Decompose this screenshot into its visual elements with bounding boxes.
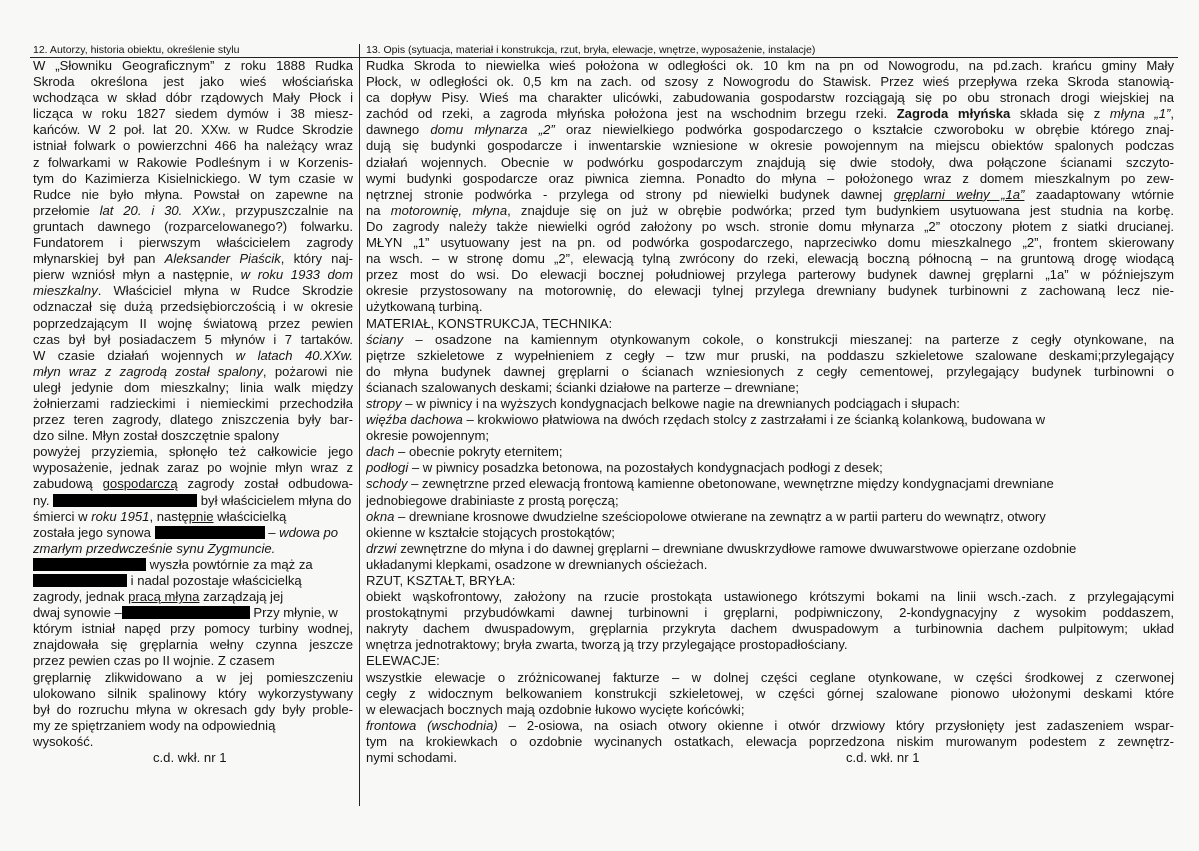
text-fragment: – obecnie pokryty eternitem; <box>394 444 563 460</box>
text-line: Płock, w odległości ok. 0,5 km na zach. od szosy z Nowogrodu do Stawisk. Przez wieś przepływa rzeka Skroda stanowią- <box>366 74 1174 90</box>
text-fragment: dawnego <box>366 122 431 138</box>
text-line <box>366 332 1174 348</box>
text-line: z folwarkami w Rakowie Podleśnym i w Korzenis- <box>33 154 353 170</box>
text-fragment: motorownię, młyna <box>390 202 508 218</box>
text-line <box>366 122 1174 138</box>
text-line: przez teren zagrody, dlatego zniszczenia były bar- <box>33 412 353 428</box>
text-fragment: – drewniane krosnowe dwudzielne sześciopolowe otwierane na zewnątrz a w partii parteru do wewnątrz, otwory <box>394 508 1046 524</box>
text-fragment: roku 1951 <box>91 508 150 524</box>
text-line <box>33 476 353 492</box>
text-fragment: domu młynarza „2” <box>430 122 555 138</box>
text-fragment: – 2-osiowa, na osiach otwory okienne i otwór drzwiowy który przysłonięty jest zadaszeniem wspar- <box>497 717 1174 733</box>
text-line <box>366 509 1174 525</box>
text-fragment: ny. <box>33 492 50 508</box>
text-line: W „Słowniku Geograficznym” z roku 1888 Rudka <box>33 58 353 73</box>
section-heading: ELEWACJE: <box>366 653 440 669</box>
text-fragment: zewnętrzne do młyna i do dawnej gręplarni – drewniane dwuskrzydłowe ramowe dwuwarstwowe opierzane ozdobnie <box>396 540 1077 556</box>
text-fragment: , nastę <box>149 508 189 524</box>
text-line: jednobiegowe drabiniaste z prostą poręczą; <box>366 492 619 508</box>
redaction-bar <box>155 526 265 539</box>
section-heading: MATERIAŁ, KONSTRUKCJA, TECHNIKA: <box>366 315 613 331</box>
text-fragment: w latach 40.XXw. <box>235 347 353 363</box>
term-label: schody <box>366 476 408 492</box>
text-line: Do zagrody należy także niewielki ogród założony po wsch. stronie domu młynarza „2” otoczony płotem z siatki drucianej. <box>366 218 1174 234</box>
text-line: poprzedzającym II wojnę światową przez pewien <box>33 315 353 331</box>
redaction-bar <box>33 558 146 571</box>
text-fragment: , pożarowi nie <box>262 363 353 379</box>
text-line: wymi budynki gospodarcze oraz piwnica ziemna. Ponadto do młyna – położonego wraz z domem mieszkalnym po zew- <box>366 170 1174 186</box>
text-line <box>366 718 1174 734</box>
history-column <box>33 58 353 766</box>
text-fragment: – w piwnicy i na wyższych kondygnacjach belkowe nagie na drewnianych podciągach i słupach: <box>401 395 960 411</box>
text-fragment: lat 20. i 30. XXw. <box>99 202 222 218</box>
text-fragment: . Właściciel młyna w Rudce Skrodzie <box>97 283 353 299</box>
text-line: gręplarnię zlikwidowano a w jej pomieszczeniu <box>33 669 353 685</box>
text-fragment: młyna <box>160 589 200 605</box>
section-13-header: 13. Opis (sytuacja, materiał i konstrukcja, rzut, bryła, elewacje, wnętrze, wyposażenie, instalacje) <box>366 44 816 56</box>
redaction-bar <box>53 494 197 507</box>
text-line <box>33 557 353 573</box>
term-label: frontowa (wschodnia) <box>366 717 498 733</box>
text-fragment: pracą <box>128 589 161 605</box>
redaction-bar <box>122 606 250 619</box>
continuation-note: c.d. wkł. nr 1 <box>153 750 227 766</box>
text-line: wysokość. <box>33 733 94 749</box>
text-line: ca dopływ Pisy. Wieś ma charakter ulicówki, zabudowania gospodarstw rozciągają się po obu stronach drogi wiejskiej na <box>366 90 1174 106</box>
text-line: MŁYN „1” usytuowany jest na pn. od podwórka gospodarczego, naprzeciwko domu mieszkalnego „2”, frontem skierowany <box>366 235 1174 251</box>
text-line: Skroda określona jest jako wieś włościańska <box>33 74 353 90</box>
text-line: okienne w kształcie stojących prostokątów; <box>366 524 615 540</box>
text-fragment: zagrody został odbudowa- <box>177 476 353 492</box>
text-fragment: przełomie <box>33 202 100 218</box>
term-label: stropy <box>366 395 402 411</box>
term-label: więźba dachowa <box>366 412 463 428</box>
text-line: przez most do wsi. Do elewacji bocznej południowej przylega parterowy budynek dawnej gręplarni „1a” w późniejszym <box>366 267 1174 283</box>
text-line <box>33 525 353 541</box>
text-line: Fundatorem i pierwszym właścicielem zagrody <box>33 235 353 251</box>
text-fragment: Przy młynie, w <box>249 605 338 621</box>
text-line: Rudce nie było młyna. Powstał on zapewne na <box>33 186 353 202</box>
description-column <box>366 58 1174 766</box>
text-fragment: pnie <box>188 508 214 524</box>
text-line: działań wojennych. Obecnie w podwórku gospodarczym znajdują się dwie stodoły, dwa połączone ścianami szczyto- <box>366 154 1174 170</box>
term-label: dach <box>366 444 395 460</box>
text-line: czas był był posiadaczem 5 młynów i 7 tartaków. <box>33 331 353 347</box>
text-line: uległ jedynie dom mieszkalny; linia walk między <box>33 379 353 395</box>
text-fragment: W czasie działań wojennych <box>33 347 236 363</box>
text-line: kańców. W 2 poł. lat 20. XXw. w Rudce Skrodzie <box>33 122 353 138</box>
text-line <box>33 605 353 621</box>
text-line: na wsch. – w stronę domu „2”, elewacją tylną zwrócony do rzeki, elewacją boczną północną – na gruntową drogę wiodącą <box>366 251 1174 267</box>
text-fragment: oraz niewielkiego podwórka gospodarczego o kształcie czworoboku w obrębie którego znaj- <box>554 122 1174 138</box>
text-line <box>366 460 1174 476</box>
text-fragment: dwaj synowie – <box>33 605 122 621</box>
text-line: licząca w roku 1827 siedem dymów i 38 miesz- <box>33 106 353 122</box>
text-fragment: – osadzone na kamiennym otynkowanym cokole, o konstrukcji mieszanej: na parterze z cegły otynkowane, na <box>403 331 1174 347</box>
text-fragment: mieszkalny <box>33 283 98 299</box>
text-fragment: , <box>1170 106 1174 122</box>
term-label: drzwi <box>366 540 397 556</box>
continuation-note: c.d. wkł. nr 1 <box>846 750 920 766</box>
text-fragment: zachód od rzeki, a zagroda młyńska położona jest na wschodnim brzegu rzeki. <box>366 106 897 122</box>
text-line: układanymi klepkami, osadzone w drewnianych ościeżach. <box>366 556 708 572</box>
text-fragment: – w piwnicy posadzka betonowa, na pozostałych kondygnacjach podłogi z desek; <box>408 460 883 476</box>
text-line: piętrze szkieletowe z wypełnieniem z cegły – tzw mur pruski, na poddaszu szkieletowe szalowane deskami;przylegający <box>366 347 1174 363</box>
text-fragment: , który naj- <box>280 251 353 267</box>
text-line: użytkowaną turbiną. <box>366 299 483 315</box>
text-line: w elewacjach bocznych mają ozdobnie łukowo wycięte końcówki; <box>366 701 745 717</box>
text-line: okresie przystosowany na motorownię, do elewacji tylnej przylega drewniany budynek turbinowni z zachowaną lecz nie- <box>366 283 1174 299</box>
text-line <box>366 203 1174 219</box>
text-line: był do rozruchu młyna w okresach gdy były proble- <box>33 701 353 717</box>
text-fragment: – wdowa po <box>264 524 339 540</box>
text-fragment: pierw wzniósł młyn a następnie, <box>33 267 241 283</box>
text-line <box>33 364 353 380</box>
text-line <box>366 444 1174 460</box>
text-fragment: – krokwiowo płatwiowa na dwóch rzędach stolcy z zastrzałami i ze ścianką kolankową, budowana w <box>462 412 1046 428</box>
text-fragment: śmierci w <box>33 508 92 524</box>
text-line: gruntach dawnego (rozparcelowanego?) folwarku. <box>33 218 353 234</box>
owner-name: Aleksander Piaścik <box>164 251 281 267</box>
text-fragment: została jego synowa <box>33 524 155 540</box>
text-line: istniał folwark o powierzchni 466 ha należący wraz <box>33 138 353 154</box>
text-fragment: nętrznej stronie podwórka - przylega od strony pd niewielki budynek dawnej <box>366 186 894 202</box>
text-line <box>33 283 353 299</box>
text-line: dzo silne. Młyn został doszczętnie spalony <box>33 428 279 444</box>
text-fragment: młyn wraz z zagrodą został spalony <box>33 363 263 379</box>
text-line <box>33 348 353 364</box>
text-line: tym na krokiewkach o ozdobnie wycinanych ostatkach, elewacja poprzedzona niskim murowanym podestem z zewnętrz- <box>366 733 1174 749</box>
text-line <box>33 589 353 605</box>
text-fragment: zaadaptowany wtórnie <box>1024 186 1174 202</box>
column-divider <box>359 44 360 806</box>
text-line: dują się budynki gospodarcze i inwentarskie wzniesione w okresie powojennym na miejscu obiektów spalonych podczas <box>366 138 1174 154</box>
text-line: my ze spiętrzaniem wody na odpowiednią <box>33 717 276 733</box>
text-line: obiekt wąskofrontowy, założony na rzucie prostokąta ustawionego krótszymi bokami na linii wsch.-zach. z przylegającymi <box>366 589 1174 605</box>
text-fragment: , znajduje się on już w obrębie podwórka; przed tym budynkiem usytuowana jest studnia na korbę. <box>507 202 1174 218</box>
text-fragment: składa się z <box>1010 106 1110 122</box>
text-fragment: zabudową <box>33 476 103 492</box>
text-fragment: młyna „1” <box>1109 106 1171 122</box>
text-fragment: Zagroda młyńska <box>896 106 1011 122</box>
text-fragment: – zewnętrzne przed elewacją frontową kamienne obetonowane, wewnętrzne między kondygnacjami drewniane <box>407 476 1054 492</box>
text-fragment: właścicielką <box>213 508 287 524</box>
text-line: tym do Kazimierza Kisielnickiego. W tym czasie w <box>33 170 353 186</box>
text-fragment: , przypuszczalnie na <box>221 202 353 218</box>
text-line <box>33 203 353 219</box>
text-fragment: nymi schodami. <box>366 750 457 766</box>
text-line: okresie powojennym; <box>366 428 489 444</box>
text-line: odznaczał się dużą przedsiębiorczością i w okresie <box>33 299 353 315</box>
text-fragment: i nadal pozostaje właścicielką <box>130 573 302 588</box>
text-line <box>366 187 1174 203</box>
text-line <box>33 267 353 283</box>
text-line: ścianach szalowanych deskami; ścianki działowe na parterze – drewniane; <box>366 379 800 395</box>
text-fragment: zagrody, jednak <box>33 589 129 605</box>
text-line <box>366 412 1174 428</box>
text-line: nakryty dachem dwuspadowym, gręplarnia przykryta dachem dwuspadowym a turbinownia dachem pulpitowym; układ <box>366 621 1174 637</box>
text-line: do młyna budynek dawnej gręplarni o ścianach wzniesionych z cegły cementowej, przylegający budynek turbinowni o <box>366 363 1174 379</box>
text-line <box>33 251 353 267</box>
section-12-header: 12. Autorzy, historia obiektu, określenie stylu <box>33 44 240 56</box>
text-line: znajdowała się gręplarnia wełny czynna jeszcze <box>33 637 353 653</box>
text-fragment: zarządzają jej <box>199 589 284 605</box>
text-fragment: na <box>366 202 391 218</box>
text-line <box>366 396 1174 412</box>
text-line: wchodząca w skład dóbr rządowych Mały Płock i <box>33 90 353 106</box>
text-line: zmarłym przedwcześnie synu Zygmuncie. <box>33 540 276 556</box>
term-label: okna <box>366 508 395 524</box>
term-label: ściany <box>366 331 404 347</box>
text-fragment: był właścicielem młyna do <box>197 492 352 508</box>
text-line <box>366 476 1174 492</box>
text-fragment: wyszła powtórnie za mąż za <box>149 556 313 572</box>
text-line <box>366 541 1174 557</box>
text-fragment: młynarskiej był pan <box>33 251 165 267</box>
text-line <box>33 573 353 589</box>
text-line: ulokowano silnik spalinowy który wykorzystywany <box>33 685 353 701</box>
text-line: wszystkie elewacje o zróżnicowanej fakturze – w dolnej części ceglane otynkowane, w części środkowej z czerwonej <box>366 669 1174 685</box>
text-line: wyposażenie, jednak zaraz po wojnie młyn wraz z <box>33 460 353 476</box>
text-line <box>33 509 353 525</box>
redaction-bar <box>33 574 127 587</box>
section-heading: RZUT, KSZTAŁT, BRYŁA: <box>366 573 516 588</box>
text-line: żołnierzami radzieckimi i niemieckimi przechodziła <box>33 395 353 411</box>
text-fragment: w roku 1933 dom <box>240 267 353 283</box>
text-fragment: gospodarczą <box>102 476 178 492</box>
text-fragment: gręplarni wełny „1a” <box>893 186 1025 202</box>
text-line: cegły z widocznym belkowaniem konstrukcji szkieletowej, w części górnej szalowane pionowo ułożonymi deskami które <box>366 685 1174 701</box>
term-label: podłogi <box>366 460 409 476</box>
text-line <box>366 106 1174 122</box>
text-line: wnętrza jednotraktowy; bryła zwarta, tworzą ją trzy przylegające prostopadłościany. <box>366 637 848 653</box>
text-line: Rudka Skroda to niewielka wieś położona w odległości ok. 10 km na pn od Nowogrodu, na pd.zach. krańcu gminy Mały <box>366 58 1174 73</box>
text-line: powyżej przyziemia, spłonęło też całkowicie jego <box>33 444 353 460</box>
text-line: przez pewien czas po II wojnie. Z czasem <box>33 653 275 669</box>
text-line: prostokątnymi przybudówkami dawnej turbinowni i gręplarni, podpiwniczony, 2-kondygnacyjny z wysokim poddaszem, <box>366 605 1174 621</box>
text-line <box>33 493 353 509</box>
text-line: którym istniał napęd przy pomocy turbiny wodnej, <box>33 621 353 637</box>
text-line <box>366 750 1174 766</box>
